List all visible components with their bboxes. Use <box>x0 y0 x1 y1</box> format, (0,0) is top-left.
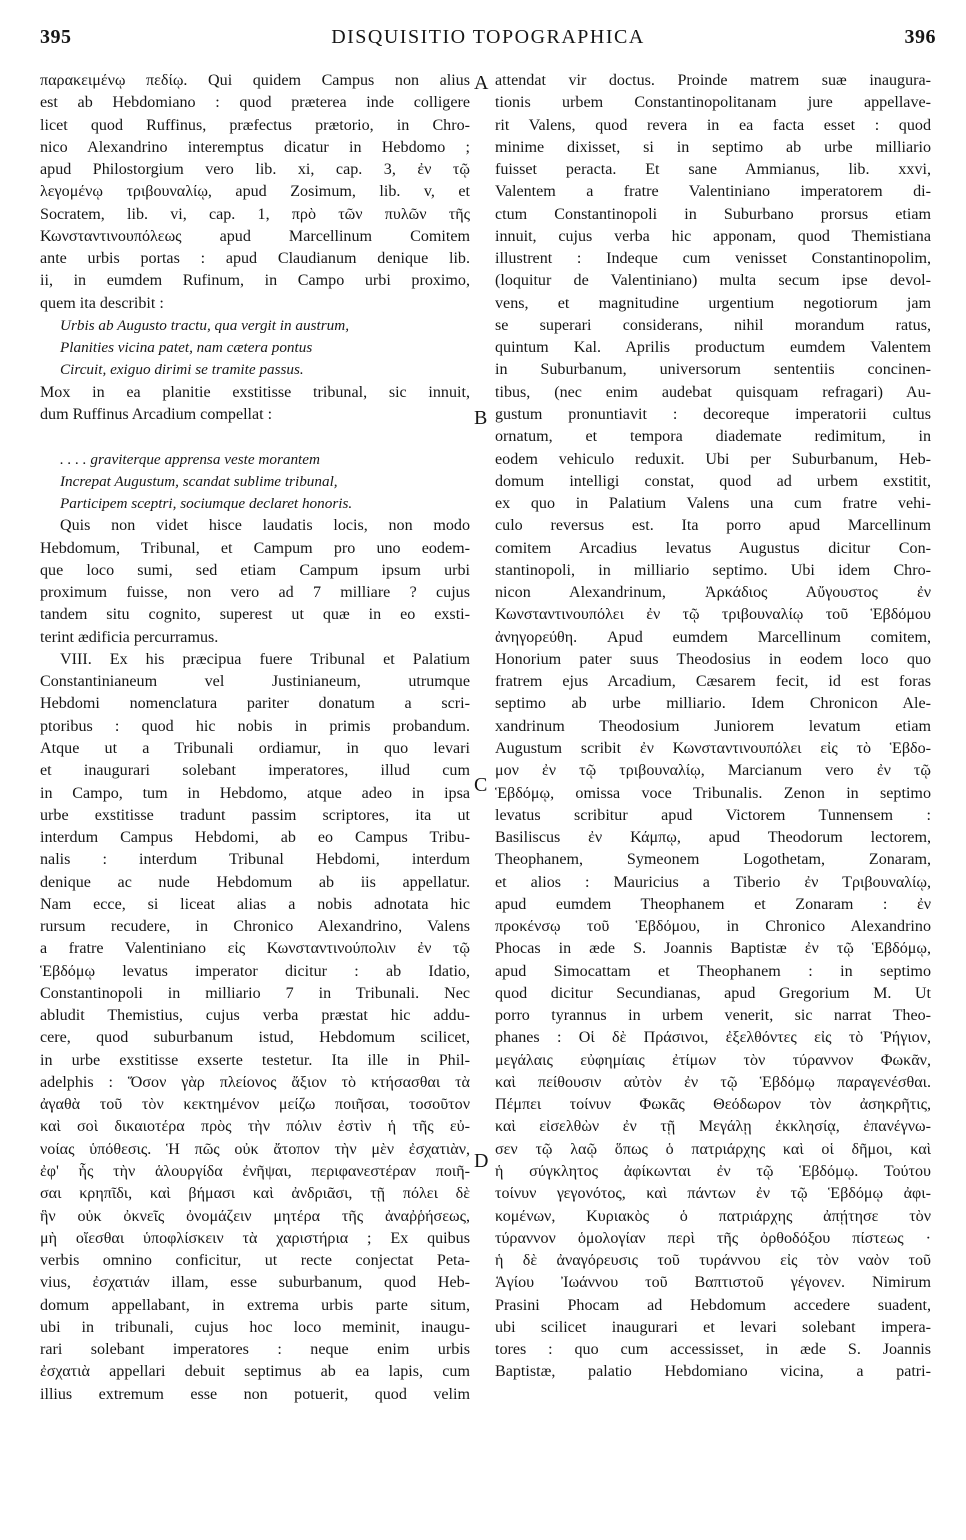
text-line: in urbe exstitisse exserte testetur. Ita ille in Phil- <box>40 1051 470 1069</box>
text-line: porro tyrannus in urbem venerit, sic narrat Theo- <box>495 1007 931 1025</box>
text-line: ἡ σύγκλητος ἀφίκωνται ἐν τῷ Ἑβδόμῳ. Τούτου <box>495 1163 931 1181</box>
verse-line: Increpat Augustum, scandat sublime tribunal, <box>60 472 338 490</box>
text-line: quem ita describit : <box>40 294 164 312</box>
text-line: Basiliscus ἐν Κάμπῳ, apud Theodorum lectorem, <box>495 829 931 847</box>
text-line: vius, ἐσχατιάν illam, esse suburbanum, quod Heb- <box>40 1274 470 1292</box>
margin-letter-b: B <box>474 407 488 429</box>
margin-letter-a: A <box>474 72 489 94</box>
text-line: Theophanem, Symeonem Logothetam, Zonaram, <box>495 851 931 869</box>
text-line: terint ædificia percurramus. <box>40 628 219 646</box>
text-line: illius extremum esse non potuerit, quod velim <box>40 1385 470 1403</box>
margin-letter-c: C <box>474 774 488 796</box>
text-line: Prasini Phocam ad Hebdomum accedere suadent, <box>495 1296 931 1314</box>
left-column <box>40 70 470 1406</box>
text-line: rit Valens, quod revera in ea facta esset : quod <box>495 116 931 134</box>
text-line: ἣν οὐκ ὀκνεῖς ὀνομάζειν μητέρα τῆς ἀναῤῥήσεως, <box>40 1207 470 1225</box>
text-line: Ἁγίου Ἰωάννου τοῦ Βαπτιστοῦ γέγονεν. Nimirum <box>495 1274 931 1292</box>
text-line: que loco sumi, sed etiam Campum ipsum urbi <box>40 561 470 579</box>
text-line: rursum recudere, in Chronico Alexandrino, Valens <box>40 918 470 936</box>
text-line: et inaugurari solebant imperatores, illud cum <box>40 762 470 780</box>
verse-line: Urbis ab Augusto tractu, qua vergit in austrum, <box>60 316 349 334</box>
text-line: λεγομένῳ τριβουναλίῳ, apud Zosimum, lib. v, et <box>40 183 470 201</box>
text-line: domum appellabant, in extrema urbis parte situm, <box>40 1296 470 1314</box>
text-line: ornatum, et tempora diademate redimitum, in <box>495 428 931 446</box>
text-line: adelphis : Ὅσον γὰρ πλείονος ἄξιον τὸ κτήσασθαι τὰ <box>40 1073 470 1091</box>
running-header <box>40 26 936 56</box>
text-line: tandem situ cognito, superest ut quæ in eo exsti- <box>40 606 470 624</box>
running-title: DISQUISITIO TOPOGRAPHICA <box>331 26 645 48</box>
text-line: Hebdomi nomenclatura pariter donatum a scri- <box>40 695 470 713</box>
text-line: ἡ δὲ ἀναγόρευσις τοῦ τυράννου εἰς τὸν ναὸν τοῦ <box>495 1252 931 1270</box>
text-line: Hebdomum, Tribunal, et Campum pro uno eodem- <box>40 539 470 557</box>
text-line: Quis non videt hisce laudatis locis, non modo <box>60 517 470 535</box>
text-line: προκένσῳ τοῦ Ἑβδόμου, in Chronico Alexandrino <box>495 918 931 936</box>
text-line: Mox in ea planitie exstitisse tribunal, sic innuit, <box>40 383 470 401</box>
margin-letter-d: D <box>474 1150 489 1172</box>
text-line: abludit Themistius, cujus verba præstat hic addu- <box>40 1007 470 1025</box>
page-number-left: 395 <box>40 26 72 48</box>
right-column <box>495 70 931 1406</box>
text-line: interdum Campus Hebdomi, ab eo Campus Tribu- <box>40 829 470 847</box>
text-line: καὶ εἰσελθὼν ἐν τῇ Μεγάλῃ ἐκκλησίᾳ, ἐπανέγνω- <box>495 1118 931 1136</box>
text-line: nicon Alexandrinum, Ἀρκάδιος Αὔγουστος ἐν <box>495 584 931 602</box>
text-line: Constantinopoli in milliario 7 in Tribunali. Nec <box>40 984 470 1002</box>
text-line: Ἑβδόμῳ, omissa voce Tribunalis. Zenon in septimo <box>495 784 931 802</box>
text-line: μὴ οἴεσθαι ὑποφλίσκειν τὰ χαριστήρια ; Ex quibus <box>40 1229 470 1247</box>
text-line: fratrem ejus Arcadium, Cæsarem fecit, id est foras <box>495 673 931 691</box>
text-line: Πέμπει τοίνυν Φωκᾶς Θεόδωρον τὸν ἀσηκρῆτις, <box>495 1096 931 1114</box>
text-line: ἀγαθὰ τοῦ τὸν κεκτημένον μείζω ποιῆσαι, τοσοῦτον <box>40 1096 470 1114</box>
verse-line: . . . . graviterque apprensa veste morantem <box>60 450 320 468</box>
text-line: σεν τῷ λαῷ ὅπως ὁ πατριάρχης καὶ οἱ δῆμοι, καὶ <box>495 1140 931 1158</box>
text-line: in Suburbanum, universorum sententiis concinen- <box>495 361 931 379</box>
text-line: Phocas in æde S. Joannis Baptistæ ἐν τῷ Ἑβδόμῳ, <box>495 940 931 958</box>
text-line: se superari considerans, nihil morandum ratus, <box>495 316 931 334</box>
text-line: comitem Arcadius levatus Augustus dicitur Con- <box>495 539 931 557</box>
text-line: Valentem a fratre Valentiniano imperatorem di- <box>495 183 931 201</box>
text-line: verbis omnino conficitur, ut recte conjectat Peta- <box>40 1252 470 1270</box>
text-line: domum intelligi constat, quod ad urbem exstitit, <box>495 472 931 490</box>
text-line: et alios : Mauricius a Tiberio ἐν Τριβουναλίῳ, <box>495 873 931 891</box>
text-line: Κωνσταντινουπόλει ἐν τῷ τριβουναλίῳ τοῦ Ἑβδόμου <box>495 606 931 624</box>
text-line: τοίνυν γεγονότος, καὶ πάντων ἐν τῷ Ἑβδόμῳ ἀφι- <box>495 1185 931 1203</box>
text-line: μεγάλαις εὐφημίαις ἐτίμων τὸν τύραννον Φωκᾶν, <box>495 1051 931 1069</box>
text-line: ii, in eumdem Rufinum, in Campo urbi proximo, <box>40 272 470 290</box>
text-line: minime dixisset, si in septimo ab urbe milliario <box>495 138 931 156</box>
text-line: vens, et magnitudine urgentium negotiorum jam <box>495 294 931 312</box>
text-line: apud eumdem Theophanem et Zonaram : ἐν <box>495 895 931 913</box>
text-line: proximum fuisse, non vero ad 7 milliare ? cujus <box>40 584 470 602</box>
text-line: innuit, cujus verba hic apponam, quod Themistiana <box>495 227 931 245</box>
text-line: Ἑβδόμῳ levatus imperator dicitur : ab Idatio, <box>40 962 470 980</box>
text-line: Atque ut a Tribunali ordiamur, in quo levari <box>40 739 470 757</box>
text-line: a fratre Valentiniano εἰς Κωνσταντινούπολιν ἐν τῷ <box>40 940 470 958</box>
text-line: fuisset peracta. Et sane Ammianus, lib. xxvi, <box>495 161 931 179</box>
text-line: tores : quo cum accessisset, in æde S. Joannis <box>495 1341 931 1359</box>
text-line: urbe exstitisse tradunt passim scriptores, ita ut <box>40 806 470 824</box>
text-line: Socratem, lib. vi, cap. 1, πρὸ τῶν πυλῶν τῆς <box>40 205 470 223</box>
text-line: καὶ πείθουσιν αὐτὸν ἐν τῷ Ἑβδόμῳ παραγενέσθαι. <box>495 1073 931 1091</box>
text-line: σαι κρηπῖδι, καὶ βήμασι καὶ ἀνδριᾶσι, τῇ πόλει δὲ <box>40 1185 470 1203</box>
text-line: Nam ecce, si liceat alias a nobis adnotata hic <box>40 895 470 913</box>
text-line: Honorium pater suus Theodosius in eodem loco quo <box>495 650 931 668</box>
text-line: quod dicitur Secundianas, apud Gregorium M. Ut <box>495 984 931 1002</box>
text-line: κομένων, Κυριακὸς ὁ πατριάρχης ἀπῄτησε τὸν <box>495 1207 931 1225</box>
text-line: ex quo in Palatium Valens una cum fratre vehi- <box>495 495 931 513</box>
text-line: τύραννον ὁμολογίαν περὶ τῆς ὀρθοδόξου πίστεως · <box>495 1229 931 1247</box>
text-line: nico Alexandrino interemptus dicatur in Hebdomo ; <box>40 138 470 156</box>
text-line: ἐφ' ἧς τὴν ἁλουργίδα ἐνῆψαι, περιφανεστέραν ποιῆ- <box>40 1163 470 1181</box>
text-line: μον ἐν τῷ τριβουναλίῳ, Marcianum vero ἐν τῷ <box>495 762 931 780</box>
text-line: est ab Hebdomiano : quod præterea inde colligere <box>40 94 470 112</box>
text-line: ἀνηγορεύθη. Apud eumdem Marcellinum comitem, <box>495 628 931 646</box>
text-line: phanes : Οἱ δὲ Πράσινοι, ἐξελθόντες εἰς τὸ Ῥήγιον, <box>495 1029 931 1047</box>
text-line: VIII. Ex his præcipua fuere Tribunal et Palatium <box>60 650 470 668</box>
verse-line: Planities vicina patet, nam cætera pontus <box>60 339 313 357</box>
verse-line: Circuit, exiguo dirimi se tramite passus. <box>60 361 304 379</box>
text-line: dum Ruffinus Arcadium compellat : <box>40 405 273 423</box>
text-line: ptoribus : quod hic nobis in primis probandum. <box>40 717 470 735</box>
text-line: cere, quod suburbanum istud, Hebdomum scilicet, <box>40 1029 470 1047</box>
text-line <box>495 1384 931 1406</box>
text-line: culo reversus est. Ita porro apud Marcellinum <box>495 517 931 535</box>
text-line: illustrent : Indeque cum venisset Constantinopolim, <box>495 250 931 268</box>
text-line: xandrinum Theodosium Juniorem levatum etiam <box>495 717 931 735</box>
text-line: παρακειμένῳ πεδίῳ. Qui quidem Campus non alius <box>40 72 470 89</box>
text-line: in Campo, tum in Hebdomo, atque adeo in ipsa <box>40 784 470 802</box>
text-line: apud Simocattam et Theophanem : in septimo <box>495 962 931 980</box>
text-line: καὶ σοὶ δικαιοτέρα πρὸς τὴν πόλιν ἐστὶν ἡ τῆς εὐ- <box>40 1118 470 1136</box>
text-line: septimo ab urbe milliario. Idem Chronicon Ale- <box>495 695 931 713</box>
text-line: tionis urbem Constantinopolitanam jure appellave- <box>495 94 931 112</box>
text-line: (loquitur de Valentiniano) multa secum ipse devol- <box>495 272 931 290</box>
spacer <box>40 426 470 448</box>
text-line: Constantinianeum vel Justinianeum, utrumque <box>40 673 470 691</box>
text-line: nalis : interdum Tribunal Hebdomi, interdum <box>40 851 470 869</box>
text-line: Augustum scribit ἐν Κωνσταντινουπόλει εἰς τὸ Ἑβδο- <box>495 739 931 757</box>
text-line: ubi in tribunali, cujus hoc loco meminit, inaugu- <box>40 1318 470 1336</box>
text-line: ante urbis portas : apud Claudianum denique lib. <box>40 250 470 268</box>
text-line: rari solebant imperatores : neque enim urbis <box>40 1341 470 1359</box>
text-line: licet quod Ruffinus, præfectus prætorio, in Chro- <box>40 116 470 134</box>
text-line: quintum Kal. Aprilis productum eumdem Valentem <box>495 339 931 357</box>
text-line: eodem vehiculo reduxit. Ubi per Suburbanum, Heb- <box>495 450 931 468</box>
text-line: ctum Constantinopoli in Suburbano prorsus etiam <box>495 205 931 223</box>
text-line: gustum pronuntiavit : decoreque imperatorii cultus <box>495 405 931 423</box>
text-line: Baptistæ, palatio Hebdomiano vicina, a patri- <box>495 1363 931 1381</box>
text-line: ubi scilicet inaugurari et levari solebant impera- <box>495 1318 931 1336</box>
text-line: levatus scribitur apud Victorem Tunnensem : <box>495 806 931 824</box>
text-line: stantinopoli, in milliario septimo. Ubi idem Chro- <box>495 561 931 579</box>
text-line: Κωνσταντινουπόλεως apud Marcellinum Comitem <box>40 227 470 245</box>
verse-line: Participem sceptri, sociumque declaret honoris. <box>60 495 353 513</box>
text-line: ἐσχατιὰ appellari debuit septimus ab ea lapis, cum <box>40 1363 470 1381</box>
text-line: tibus, (nec enim audebat quisquam refragari) Au- <box>495 383 931 401</box>
text-line: attendat vir doctus. Proinde matrem suæ inaugura- <box>495 72 931 89</box>
text-line: denique ac nude Hebdomum ab iis appellatur. <box>40 873 470 891</box>
text-line: apud Philostorgium vero lib. xi, cap. 3, ἐν τῷ <box>40 161 470 179</box>
page-number-right: 396 <box>904 26 936 48</box>
text-line: νοίας ὑπόθεσις. Ἡ πῶς οὐκ ἄτοπον τὴν μὲν ἐσχατιὰν, <box>40 1140 470 1158</box>
